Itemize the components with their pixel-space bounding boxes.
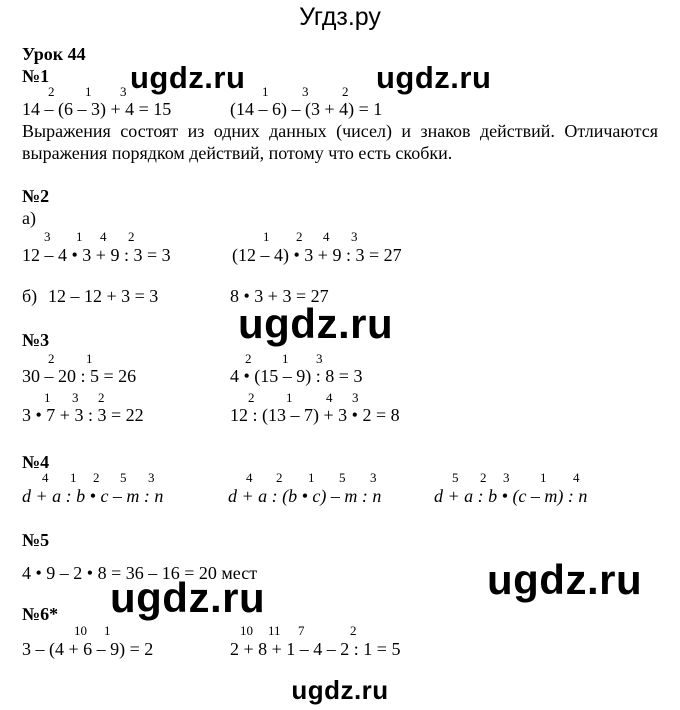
expression: d + a : (b • c) – m : n [228,486,382,506]
task-5-label: №5 [22,530,50,550]
expression: 3 • 7 + 3 : 3 = 22 [22,405,144,425]
order-mark: 2 [93,470,100,485]
expression: d + a : b • (c – m) : n [434,486,588,506]
order-mark: 3 [148,470,155,485]
order-mark: 3 [302,84,309,99]
order-mark: 7 [298,623,305,638]
order-mark: 4 [100,229,107,244]
order-mark: 4 [323,229,330,244]
order-mark: 3 [352,390,359,405]
order-mark: 5 [452,470,459,485]
order-mark: 2 [276,470,283,485]
order-mark: 2 [98,390,105,405]
order-mark: 4 [246,470,253,485]
expression: 30 – 20 : 5 = 26 [22,366,137,386]
expression: 4 • (15 – 9) : 8 = 3 [230,366,363,386]
order-mark: 3 [316,351,323,366]
order-mark: 2 [248,390,255,405]
expression: 4 • 9 – 2 • 8 = 36 – 16 = 20 мест [22,563,258,583]
order-mark: 5 [120,470,127,485]
expression: d + a : b • c – m : n [22,486,164,506]
part-label: а) [22,208,36,228]
order-mark: 4 [573,470,580,485]
expression: (14 – 6) – (3 + 4) = 1 [230,99,383,119]
expression: 8 • 3 + 3 = 27 [230,286,329,306]
expression: 12 – 12 + 3 = 3 [48,286,159,306]
order-mark: 1 [262,84,269,99]
order-mark: 1 [286,390,293,405]
answer-text: Выражения состоят из одних данных (чисел) и знаков действий. Отличаются [22,121,658,141]
order-mark: 1 [104,623,111,638]
order-mark: 1 [70,470,77,485]
expression: 3 – (4 + 6 – 9) = 2 [22,639,154,659]
lesson-title: Урок 44 [22,44,86,64]
order-mark: 4 [42,470,49,485]
order-mark: 3 [370,470,377,485]
watermark: ugdz.ru [487,556,643,603]
order-mark: 11 [268,623,281,638]
order-mark: 1 [76,229,83,244]
order-mark: 1 [86,351,93,366]
expression: 2 + 8 + 1 – 4 – 2 : 1 = 5 [230,639,401,659]
order-mark: 3 [72,390,79,405]
expression: 12 : (13 – 7) + 3 • 2 = 8 [230,405,400,425]
watermark: ugdz.ru [110,574,266,621]
order-mark: 10 [74,623,87,638]
order-mark: 2 [480,470,487,485]
part-label: б) [22,286,38,306]
order-mark: 3 [351,229,358,244]
watermark: ugdz.ru [130,60,246,95]
order-mark: 3 [44,229,51,244]
task-3-label: №3 [22,330,50,350]
watermark: ugdz.ru [291,675,389,705]
order-mark: 2 [48,351,55,366]
task-1-label: №1 [22,66,50,86]
order-mark: 2 [342,84,349,99]
watermark: ugdz.ru [238,300,394,347]
order-mark: 1 [282,351,289,366]
order-mark: 1 [308,470,315,485]
answer-text: выражения порядком действий, потому что есть скобки. [22,143,453,163]
order-mark: 3 [120,84,127,99]
order-mark: 2 [128,229,135,244]
order-mark: 5 [339,470,346,485]
order-mark: 2 [350,623,357,638]
order-mark: 2 [296,229,303,244]
expression: 14 – (6 – 3) + 4 = 15 [22,99,172,119]
expression: (12 – 4) • 3 + 9 : 3 = 27 [232,245,402,265]
order-mark: 4 [326,390,333,405]
order-mark: 3 [503,470,510,485]
order-mark: 1 [85,84,92,99]
expression: 12 – 4 • 3 + 9 : 3 = 3 [22,245,171,265]
task-6-label: №6* [22,604,59,624]
order-mark: 1 [540,470,547,485]
order-mark: 2 [245,351,252,366]
watermark: ugdz.ru [376,60,492,95]
task-2-label: №2 [22,186,50,206]
task-4-label: №4 [22,452,50,472]
order-mark: 10 [240,623,253,638]
order-mark: 2 [48,84,55,99]
site-title: Угдз.ру [299,3,381,31]
order-mark: 1 [263,229,270,244]
order-mark: 1 [44,390,51,405]
